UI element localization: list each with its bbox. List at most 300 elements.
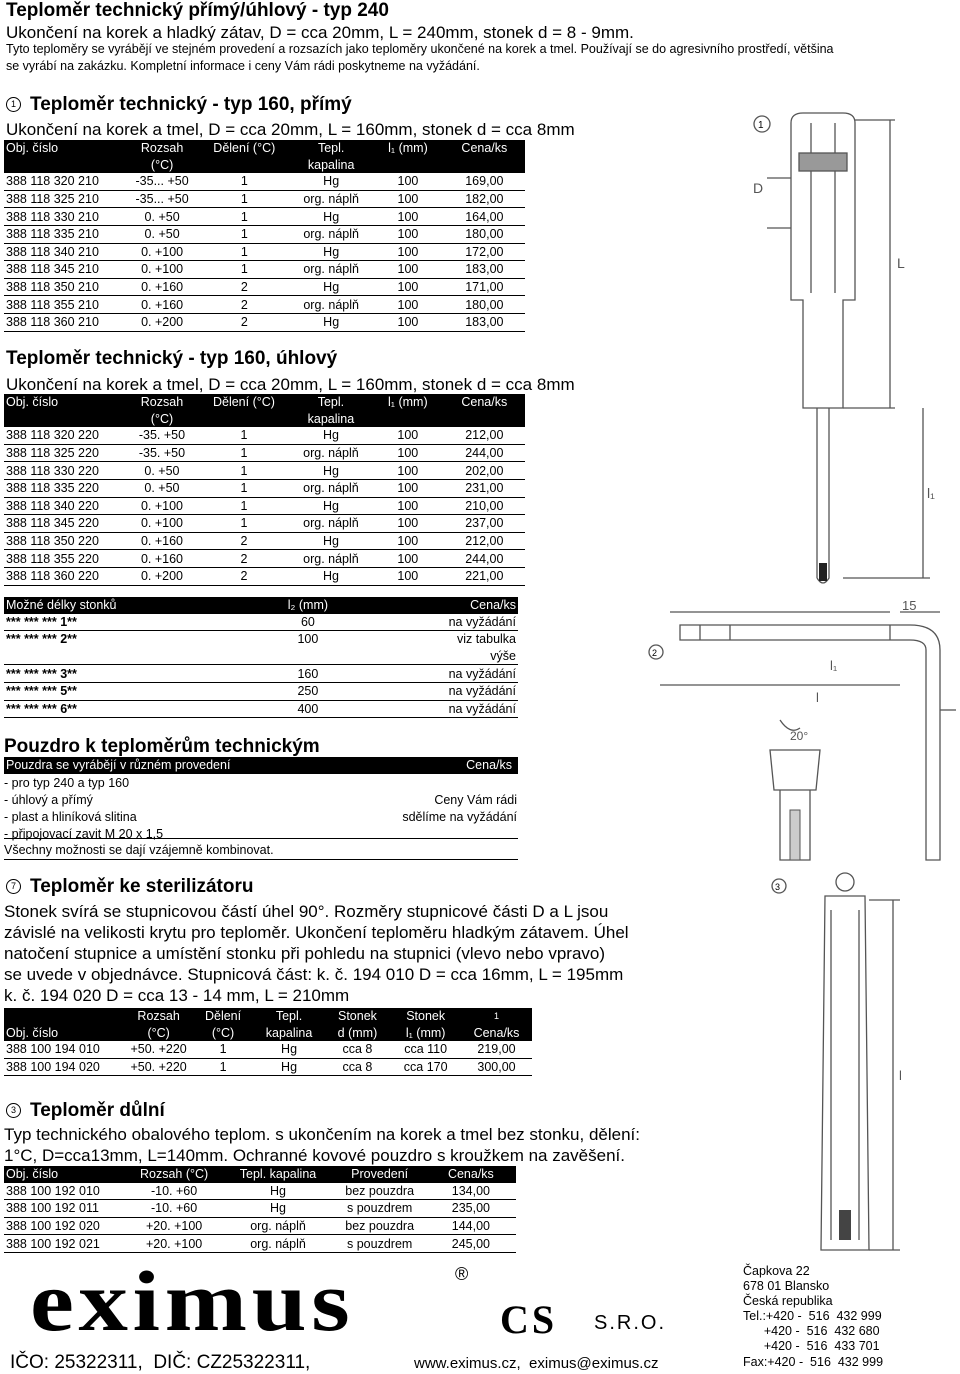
- table-cell: 1: [198, 208, 290, 226]
- table-cell: 1: [198, 515, 290, 533]
- column-header: Stonek: [325, 1008, 391, 1025]
- table-cell: 100: [372, 173, 444, 190]
- address-line: Čapkova 22: [743, 1264, 810, 1278]
- table-cell: 2: [198, 296, 290, 314]
- drawing-1-bulb: [819, 563, 827, 581]
- pouzdro-items: [4, 775, 163, 843]
- table-cell: 388 118 340 220: [4, 497, 126, 515]
- table-row: [4, 444, 525, 462]
- section-3-title-text: Teploměr důlní: [30, 1100, 165, 1121]
- table-cell: Hg: [290, 567, 372, 585]
- column-header: [372, 411, 444, 428]
- column-header: Obj. číslo: [4, 140, 126, 157]
- table-cell: 212,00: [444, 532, 525, 550]
- table-cell: 0. +50: [126, 208, 199, 226]
- column-header: Tepl.: [290, 394, 372, 411]
- drawing-1-marker: 1: [758, 120, 764, 131]
- intro-line-2: se vyrábí na zakázku. Kompletní informace i ceny Vám rádi poskytneme na vyžádání.: [6, 59, 480, 73]
- para-line: 1°C, D=cca13mm, L=140mm. Ochranné kovové pouzdro s kroužkem na zavěšení.: [4, 1146, 625, 1165]
- intro-line-1: Tyto teploměry se vyrábějí ve stejném provedení a rozsazích jako teploměry ukončené na korek a tmel. Používají se do agresivního prostředí, většina: [6, 42, 834, 56]
- table-header-row: [4, 597, 518, 614]
- page-title: Teploměr technický přímý/úhlový - typ 240: [6, 0, 389, 21]
- pouzdro-item: - plast a hliníková slitina: [4, 810, 137, 824]
- drawing-1-stem: [817, 408, 829, 583]
- table-row: [4, 682, 518, 700]
- table-cell: 237,00: [444, 515, 525, 533]
- column-header: Možné délky stonků: [4, 597, 243, 614]
- pouzdro-title: Pouzdro k teploměrům technickým: [4, 736, 320, 757]
- column-header: [372, 157, 444, 174]
- table-cell: Hg: [290, 278, 372, 296]
- table-row: [4, 190, 525, 208]
- section-3-title: [6, 1100, 165, 1122]
- table-cell: 100: [372, 550, 444, 568]
- table-cell: 231,00: [444, 479, 525, 497]
- footer-ico: IČO: 25322311,: [10, 1352, 143, 1373]
- table-cell: 0. +160: [126, 532, 198, 550]
- drawing-3-bulb: [839, 1210, 851, 1240]
- section-7-title-text: Teploměr ke sterilizátoru: [30, 876, 254, 897]
- table-cell: Hg: [290, 313, 372, 331]
- table-cell: 388 118 335 210: [4, 225, 126, 243]
- table-cell: 388 100 192 021: [4, 1235, 126, 1253]
- marker-7: 7: [6, 879, 21, 894]
- pouzdro-note: Všechny možnosti se dají vzájemně kombinovat.: [4, 843, 274, 857]
- table-cell: 1: [198, 243, 290, 261]
- column-header: (°C): [125, 1025, 193, 1042]
- table-cell: 180,00: [444, 225, 525, 243]
- column-header: Provedení: [334, 1166, 426, 1183]
- table-cell: 100: [372, 261, 444, 279]
- table-cell: 245,00: [426, 1235, 516, 1253]
- table-cell: org. náplň: [290, 515, 372, 533]
- table-cell: +20. +100: [126, 1217, 223, 1235]
- table-cell: -10. +60: [126, 1183, 223, 1200]
- drawing-2-bulb: [790, 810, 800, 860]
- table-cell: 0. +100: [126, 243, 199, 261]
- table-cell: cca 110: [390, 1041, 461, 1058]
- table-cell: 0. +160: [126, 550, 198, 568]
- column-header: Stonek: [390, 1008, 461, 1025]
- table-cell: Hg: [290, 532, 372, 550]
- para-line: natočení stupnice a umístění stonku při pohledu na stupnici (vlevo nebo vpravo): [4, 944, 606, 963]
- table-row: [4, 648, 518, 665]
- table-cell: 134,00: [426, 1183, 516, 1200]
- table-cell: 0. +160: [126, 278, 199, 296]
- table-cell: cca 170: [390, 1058, 461, 1076]
- logo-registered: ®: [455, 1264, 469, 1284]
- column-header: Rozsah: [126, 394, 198, 411]
- drawing-2-label-angle: 20°: [790, 729, 809, 743]
- table-cell: Hg: [254, 1058, 325, 1076]
- table-row: [4, 1217, 516, 1235]
- marker-3: 3: [6, 1103, 21, 1118]
- column-header: [444, 157, 525, 174]
- table-cell: *** *** *** 1**: [4, 614, 243, 631]
- table-cell: 388 100 192 011: [4, 1200, 126, 1218]
- table-cell: org. náplň: [290, 479, 372, 497]
- table-cell: -35... +50: [126, 190, 199, 208]
- para-line: Typ technického obalového teplom. s ukončením na korek a tmel bez stonku, dělení:: [4, 1125, 640, 1144]
- table-cell: 100: [372, 462, 444, 480]
- table-cell: 388 118 335 220: [4, 479, 126, 497]
- drawing-1-label-D: D: [753, 180, 764, 196]
- table-cell: na vyžádání: [373, 682, 518, 700]
- drawing-1-label-L: L: [897, 255, 905, 271]
- table-cell: 100: [372, 225, 444, 243]
- table-cell: 100: [297, 632, 319, 647]
- column-header: [4, 411, 126, 428]
- drawing-2-head: [770, 750, 820, 790]
- table-row: [4, 462, 525, 480]
- table-stems: [4, 597, 518, 718]
- table-header-row: [4, 1025, 532, 1042]
- column-header: [198, 411, 290, 428]
- table-cell: 388 118 345 220: [4, 515, 126, 533]
- table-row: [4, 296, 525, 314]
- table-cell: 0. +200: [126, 313, 199, 331]
- drawing-2-label-15: 15: [902, 598, 917, 613]
- table-cell: 244,00: [444, 444, 525, 462]
- table-cell: Hg: [254, 1041, 325, 1058]
- table-cell: 388 118 350 210: [4, 278, 126, 296]
- table-header-row: [4, 411, 525, 428]
- table-cell: +50. +220: [125, 1058, 193, 1076]
- table-cell: Hg: [290, 173, 372, 190]
- table-cell: 388 100 194 010: [4, 1041, 125, 1058]
- table-cell: 100: [372, 444, 444, 462]
- pouzdro-item: - pro typ 240 a typ 160: [4, 776, 130, 790]
- column-header: [198, 157, 290, 174]
- column-header: kapalina: [254, 1025, 325, 1042]
- table-cell: 212,00: [444, 427, 525, 444]
- section-1-title: [6, 94, 352, 116]
- eximus-logo: [30, 1253, 480, 1352]
- table-cell: 100: [372, 479, 444, 497]
- table-cell: 1: [198, 225, 290, 243]
- table-cell: org. náplň: [222, 1235, 333, 1253]
- table-header-row: [4, 394, 525, 411]
- footer-dic: DIČ: CZ25322311,: [153, 1352, 311, 1373]
- drawing-1-band: [799, 153, 847, 171]
- table-cell: 1: [193, 1041, 254, 1058]
- table-cell: bez pouzdra: [334, 1217, 426, 1235]
- table-cell: 1: [198, 497, 290, 515]
- table-cell: 388 118 355 210: [4, 296, 126, 314]
- table-row: [4, 515, 525, 533]
- table-row: [4, 631, 518, 648]
- footer-email[interactable]: eximus@eximus.cz: [529, 1355, 659, 1372]
- column-header: Rozsah: [126, 140, 199, 157]
- column-header: [4, 157, 126, 174]
- column-header: l₁ (mm): [390, 1025, 461, 1042]
- table-cell: Hg: [290, 462, 372, 480]
- table-cell: 235,00: [426, 1200, 516, 1218]
- table-header-row: [4, 157, 525, 174]
- table-cell: org. náplň: [290, 261, 372, 279]
- footer-web[interactable]: www.eximus.cz,: [414, 1355, 521, 1372]
- table-row: [4, 479, 525, 497]
- table-cell: 0. +160: [126, 296, 199, 314]
- table-row: [4, 532, 525, 550]
- table-cell: 2: [198, 313, 290, 331]
- table-cell: 100: [372, 208, 444, 226]
- table-section-2: [4, 394, 525, 586]
- drawing-straight-thermometer: [745, 108, 955, 593]
- section-7-title: [6, 876, 254, 898]
- pouzdro-col-2: Cena/ks: [466, 758, 512, 772]
- column-header: [444, 411, 525, 428]
- table-cell: 1: [198, 427, 290, 444]
- table-cell: *** *** *** 3**: [4, 665, 243, 683]
- table-cell: Hg: [290, 497, 372, 515]
- table-cell: 388 118 330 220: [4, 462, 126, 480]
- table-cell: org. náplň: [222, 1217, 333, 1235]
- table-cell: org. náplň: [290, 444, 372, 462]
- column-header: l₁ (mm): [372, 394, 444, 411]
- table-cell: 182,00: [444, 190, 525, 208]
- section-2-subtitle: Ukončení na korek a tmel, D = cca 20mm, L = 160mm, stonek d = cca 8mm: [6, 375, 575, 394]
- table-row: [4, 550, 525, 568]
- pouzdro-header: [4, 757, 518, 774]
- section-3-para: [4, 1124, 640, 1166]
- table-cell: s pouzdrem: [334, 1235, 426, 1253]
- table-cell: 388 118 355 220: [4, 550, 126, 568]
- table-cell: 183,00: [444, 261, 525, 279]
- logo-cs: CS: [500, 1297, 558, 1342]
- section-7-para: [4, 901, 629, 1006]
- column-header: (°C): [126, 157, 199, 174]
- table-header-row: [4, 140, 525, 157]
- table-cell: org. náplň: [290, 296, 372, 314]
- column-header: (°C): [193, 1025, 254, 1042]
- table-cell: Hg: [222, 1183, 333, 1200]
- table-cell: 100: [372, 497, 444, 515]
- table-cell: na vyžádání: [373, 614, 518, 631]
- table-cell: 1: [198, 261, 290, 279]
- table-cell: 400: [243, 700, 373, 718]
- table-cell: 250: [243, 682, 373, 700]
- table-cell: 100: [372, 278, 444, 296]
- table-cell: 100: [372, 515, 444, 533]
- table-cell: 1: [198, 173, 290, 190]
- section-1-title-text: Teploměr technický - typ 160, přímý: [30, 94, 352, 115]
- table-section-3: [4, 1166, 516, 1253]
- table-cell: výše: [373, 648, 518, 665]
- pouzdro-divider: [4, 838, 518, 839]
- drawing-3-scale: [831, 910, 859, 1240]
- table-cell: 244,00: [444, 550, 525, 568]
- table-cell: 388 118 360 210: [4, 313, 126, 331]
- table-row: [4, 1058, 532, 1076]
- drawing-1-label-l1: l₁: [927, 485, 935, 501]
- table-header-row: [4, 1166, 516, 1183]
- table-cell: 169,00: [444, 173, 525, 190]
- table-cell: *** *** *** 6**: [4, 700, 243, 718]
- table-cell: 221,00: [444, 567, 525, 585]
- table-cell: [4, 648, 243, 665]
- table-cell: 300,00: [461, 1058, 532, 1076]
- table-cell: -35. +50: [126, 427, 198, 444]
- table-cell: 388 100 192 010: [4, 1183, 126, 1200]
- address-line: Tel.:+420 - 516 432 999: [743, 1309, 882, 1324]
- table-cell: na vyžádání: [373, 700, 518, 718]
- table-cell: 2: [198, 567, 290, 585]
- table-cell: 2: [198, 532, 290, 550]
- table-row: [4, 427, 525, 444]
- pouzdro-price: [360, 792, 517, 826]
- para-line: se uvede v objednávce. Stupnicová část: k. č. 194 010 D = cca 16mm, L = 195mm: [4, 965, 624, 984]
- column-header: Obj. číslo: [4, 1025, 125, 1042]
- table-cell: *** *** *** 5**: [4, 682, 243, 700]
- para-line: závislé na velikosti krytu pro teploměr. Ukončení teploměru hladkým zátavem. Úhel: [4, 923, 629, 942]
- address-line: +420 - 516 432 680: [743, 1324, 880, 1339]
- drawing-2-label-l1: l₁: [830, 658, 838, 673]
- table-row: [4, 497, 525, 515]
- table-cell: 1: [193, 1058, 254, 1076]
- pouzdro-price-2: sdělíme na vyžádání: [402, 810, 517, 824]
- column-header: Tepl.: [290, 140, 372, 157]
- column-header: kapalina: [290, 411, 372, 428]
- table-cell: 219,00: [461, 1041, 532, 1058]
- marker-1: 1: [6, 97, 21, 112]
- drawing-3-marker: 3: [775, 882, 781, 892]
- table-cell: 388 118 325 210: [4, 190, 126, 208]
- table-row: [4, 1041, 532, 1058]
- footer-contact: [414, 1355, 658, 1372]
- section-1-subtitle: Ukončení na korek a tmel, D = cca 20mm, L = 160mm, stonek d = cca 8mm: [6, 120, 575, 139]
- column-header: [4, 1008, 125, 1025]
- table-cell: 388 118 325 220: [4, 444, 126, 462]
- table-cell: na vyžádání: [373, 665, 518, 683]
- table-cell: 0. +200: [126, 567, 198, 585]
- table-section-1: [4, 140, 525, 332]
- table-row: [4, 173, 525, 190]
- table-row: [4, 243, 525, 261]
- table-cell: 210,00: [444, 497, 525, 515]
- column-header: Cena/ks: [426, 1166, 516, 1183]
- column-header: Cena/ks: [373, 597, 518, 614]
- pouzdro-item: - připojovací zavit M 20 x 1,5: [4, 827, 164, 841]
- column-header: l₂ (mm): [243, 597, 373, 614]
- table-cell: 160: [243, 665, 373, 683]
- table-cell: 183,00: [444, 313, 525, 331]
- table-row: [4, 665, 518, 683]
- table-cell: 0. +50: [126, 479, 198, 497]
- pouzdro-price-1: Ceny Vám rádi: [434, 793, 517, 807]
- table-cell: viz tabulka: [456, 632, 516, 647]
- column-header: 1: [461, 1008, 532, 1025]
- table-cell: 388 118 320 210: [4, 173, 126, 190]
- table-cell: 171,00: [444, 278, 525, 296]
- drawing-2-ticks: [700, 625, 890, 640]
- table-cell: 60: [243, 614, 373, 631]
- table-cell: -10. +60: [126, 1200, 223, 1218]
- table-section-7: [4, 1008, 532, 1076]
- column-header: l₁ (mm): [372, 140, 444, 157]
- table-cell: Hg: [222, 1200, 333, 1218]
- para-line: k. č. 194 020 D = cca 13 - 14 mm, L = 210mm: [4, 986, 350, 1005]
- column-header: Tepl. kapalina: [222, 1166, 333, 1183]
- page-subtitle: Ukončení na korek a hladký zátav, D = cca 20mm, L = 240mm, stonek d = 8 - 9mm.: [6, 23, 634, 42]
- drawing-1-scale: [811, 123, 835, 293]
- drawing-mining-thermometer: [765, 870, 915, 1265]
- table-row: [4, 1183, 516, 1200]
- pouzdro-item: - úhlový a přímý: [4, 793, 93, 807]
- column-header: (°C): [126, 411, 198, 428]
- table-row: [4, 614, 518, 631]
- table-row: [4, 278, 525, 296]
- table-cell: 100: [372, 532, 444, 550]
- table-cell: 0. +100: [126, 261, 199, 279]
- column-header: Cena/ks: [444, 140, 525, 157]
- table-cell: Hg: [290, 243, 372, 261]
- table-cell: +50. +220: [125, 1041, 193, 1058]
- logo-brand: eximus: [30, 1253, 355, 1349]
- table-cell: 388 118 360 220: [4, 567, 126, 585]
- table-cell: -35... +50: [126, 173, 199, 190]
- table-cell: 388 118 320 220: [4, 427, 126, 444]
- table-cell: 2: [198, 278, 290, 296]
- table-cell: Hg: [290, 208, 372, 226]
- table-cell: 100: [372, 313, 444, 331]
- table-cell: 0. +100: [126, 515, 198, 533]
- table-cell: 1: [198, 444, 290, 462]
- table-cell: 180,00: [444, 296, 525, 314]
- table-cell: 100: [372, 190, 444, 208]
- table-cell: 0. +50: [126, 462, 198, 480]
- table-cell: 100: [372, 567, 444, 585]
- section-2-title: Teploměr technický - typ 160, úhlový: [6, 348, 338, 369]
- table-cell: 164,00: [444, 208, 525, 226]
- table-row: [4, 700, 518, 718]
- table-cell: 100: [372, 427, 444, 444]
- pouzdro-divider: [4, 859, 518, 860]
- column-header: Tepl.: [254, 1008, 325, 1025]
- table-cell: 388 118 330 210: [4, 208, 126, 226]
- column-header: Cena/ks: [444, 394, 525, 411]
- column-header: Dělení (°C): [198, 140, 290, 157]
- table-cell: 144,00: [426, 1217, 516, 1235]
- table-cell: org. náplň: [290, 190, 372, 208]
- table-cell: 0. +100: [126, 497, 198, 515]
- table-cell: org. náplň: [290, 550, 372, 568]
- column-header: Cena/ks: [461, 1025, 532, 1042]
- drawing-3-label-l: l: [899, 1068, 902, 1083]
- table-row: [4, 208, 525, 226]
- table-cell: 100: [372, 243, 444, 261]
- table-cell: bez pouzdra: [334, 1183, 426, 1200]
- column-header: Rozsah (°C): [126, 1166, 223, 1183]
- logo-sro: S.R.O.: [594, 1312, 667, 1334]
- table-row: [4, 225, 525, 243]
- table-row: [4, 1235, 516, 1253]
- drawing-2-marker: 2: [652, 648, 658, 658]
- table-cell: 388 118 340 210: [4, 243, 126, 261]
- address-line: Česká republika: [743, 1294, 833, 1309]
- table-cell: cca 8: [325, 1041, 391, 1058]
- table-cell: 100: [372, 296, 444, 314]
- column-header: kapalina: [290, 157, 372, 174]
- column-header: Dělení (°C): [198, 394, 290, 411]
- table-cell: Hg: [290, 427, 372, 444]
- table-cell: cca 8: [325, 1058, 391, 1076]
- column-header: Obj. číslo: [4, 394, 126, 411]
- column-header: Dělení: [193, 1008, 254, 1025]
- table-row: [4, 261, 525, 279]
- column-header: Obj. číslo: [4, 1166, 126, 1183]
- table-cell: 1: [198, 479, 290, 497]
